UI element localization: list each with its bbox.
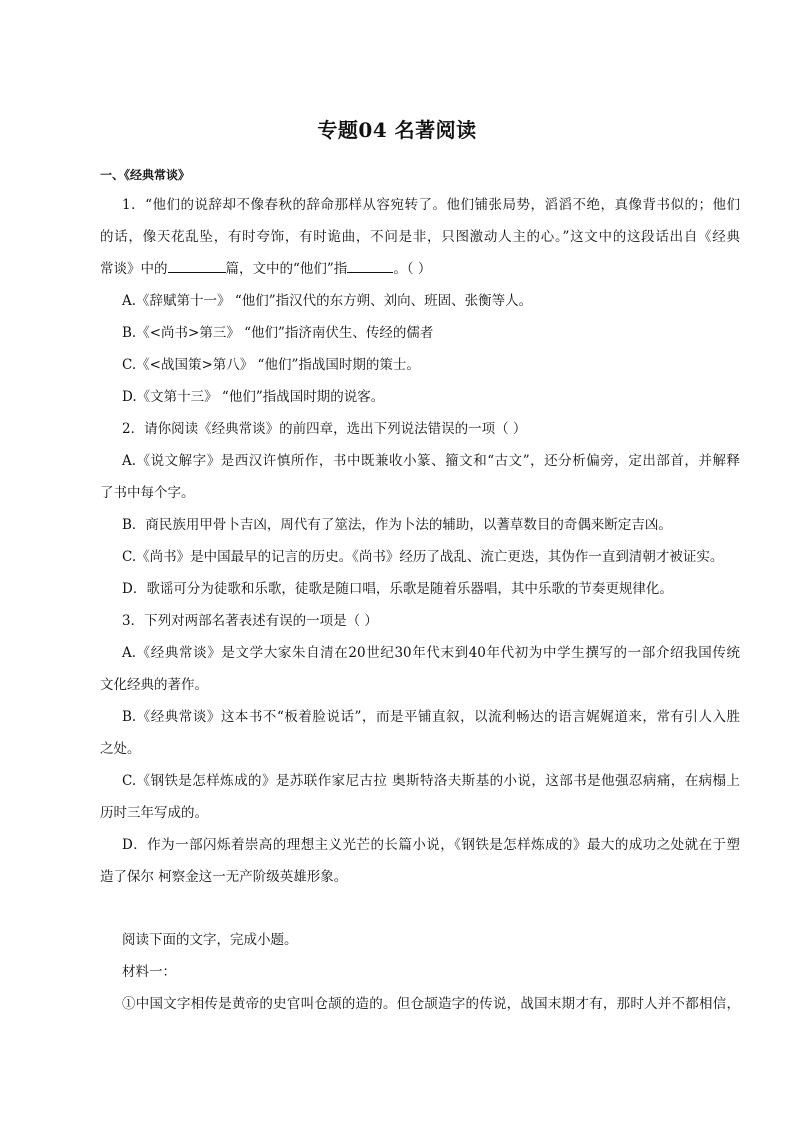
q2-option-a-line-1: A.《说文解字》是西汉许慎所作，书中既兼收小篆、籀文和“古文”，还分析偏旁，定出部首，并解释 (122, 453, 740, 469)
q1-text-c: 。（ ） (393, 261, 432, 277)
q3-option-b-line-1: B.《经典常谈》这本书不“板着脸说话”，而是平铺直叙，以流利畅达的语言娓娓道来，常有引人入胜 (122, 709, 740, 725)
q2-option-b: B．商民族用甲骨卜吉凶，周代有了筮法，作为卜法的辅助，以蓍草数目的奇偶来断定吉凶。 (122, 517, 672, 533)
q1-option-b: B.《<尚书>第三》 “他们”指济南伏生、传经的儒者 (122, 325, 434, 341)
q2-stem: 2．请你阅读《经典常谈》的前四章，选出下列说法错误的一项（ ） (122, 421, 527, 437)
q1-text-b: 篇，文中的“他们”指 (225, 261, 348, 277)
q1-option-a: A.《辞赋第十一》 “他们”指汉代的东方朔、刘向、班固、张衡等人。 (122, 293, 533, 309)
section-heading: 一、《经典常谈》 (100, 168, 191, 182)
q2-option-d: D．歌谣可分为徒歌和乐歌，徒歌是随口唱，乐歌是随着乐器唱，其中乐歌的节奏更规律化。 (122, 581, 673, 597)
q1-blank-chapter[interactable] (168, 260, 226, 273)
q1-option-d: D.《文第十三》 “他们”指战国时期的说客。 (122, 389, 385, 405)
q1-stem-line-2: 的话，像天花乱坠，有时夸饰，有时诡曲，不问是非，只图激动人主的心。”这文中的这段话出自《经典 (100, 229, 740, 245)
q3-option-c-line-1: C.《钢铁是怎样炼成的》是苏联作家尼古拉 奥斯特洛夫斯基的小说，这部书是他强忍病痛，在病榻上 (122, 773, 740, 789)
material-label: 材料一： (122, 964, 176, 980)
material-paragraph-1: ①中国文字相传是黄帝的史官叫仓颉的造的。但仓颉造字的传说，战国末期才有，那时人并不都相信， (122, 996, 740, 1012)
page-title: 专题04 名著阅读 (317, 118, 477, 142)
q3-option-c-line-2: 历时三年写成的。 (100, 805, 208, 821)
q1-blank-they[interactable] (347, 260, 393, 273)
q3-option-b-line-2: 之处。 (100, 741, 141, 757)
q3-stem: 3．下列对两部名著表述有误的一项是（ ） (122, 613, 378, 629)
q3-option-d-line-1: D．作为一部闪烁着崇高的理想主义光芒的长篇小说，《钢铁是怎样炼成的》最大的成功之处就在于塑 (122, 837, 740, 853)
reading-instruction: 阅读下面的文字，完成小题。 (122, 932, 298, 948)
q1-stem-line-1: 1．“他们的说辞却不像春秋的辞命那样从容宛转了。他们铺张局势，滔滔不绝，真像背书似的；他们 (122, 197, 740, 213)
q3-option-a-line-1: A.《经典常谈》是文学大家朱自清在20世纪30年代末到40年代初为中学生撰写的一部介绍我国传统 (122, 645, 740, 661)
q1-option-c: C.《<战国策>第八》 “他们”指战国时期的策士。 (122, 357, 420, 373)
q2-option-c: C.《尚书》是中国最早的记言的历史。《尚书》经历了战乱、流亡更迭，其伪作一直到清朝才被证实。 (122, 549, 724, 565)
q1-stem-line-3 (100, 260, 740, 278)
q3-option-a-line-2: 文化经典的著作。 (100, 677, 208, 693)
q3-option-d-line-2: 造了保尔 柯察金这一无产阶级英雄形象。 (100, 869, 348, 885)
q2-option-a-line-2: 了书中每个字。 (100, 485, 195, 501)
q1-text-a: 常谈》中的 (100, 261, 168, 277)
